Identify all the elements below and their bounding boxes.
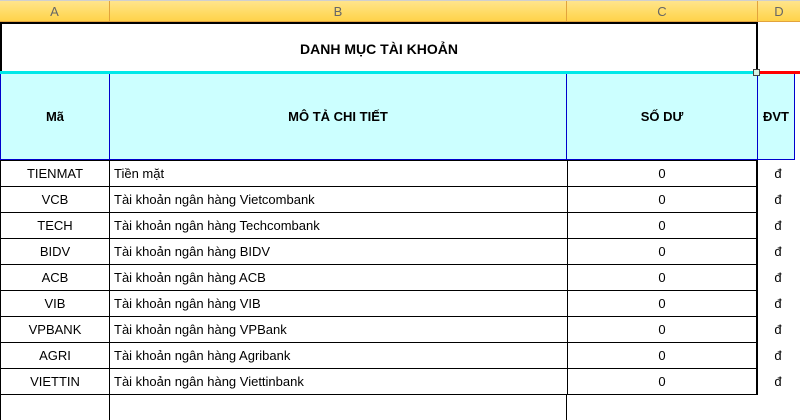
header-cell-code[interactable] xyxy=(1,74,110,159)
table-body xyxy=(0,160,758,394)
cell-balance[interactable]: 0 xyxy=(567,213,758,238)
column-header-d-label: D xyxy=(774,3,784,19)
cell-code[interactable]: VIB xyxy=(1,291,110,316)
table-row xyxy=(1,291,758,317)
red-border-line xyxy=(757,71,800,74)
table-row xyxy=(1,187,758,213)
cell-description[interactable]: Tài khoản ngân hàng Agribank xyxy=(114,348,291,363)
gridline-stub-left xyxy=(0,394,1,420)
table-row xyxy=(1,317,758,343)
cell-unit[interactable]: đ xyxy=(774,347,782,363)
cell-balance[interactable]: 0 xyxy=(567,369,758,394)
cell-unit[interactable]: đ xyxy=(774,269,782,285)
cell-description[interactable]: Tài khoản ngân hàng VPBank xyxy=(114,322,287,337)
header-cell-description[interactable] xyxy=(110,74,567,159)
table-header-row xyxy=(0,74,795,160)
cell-code[interactable]: TECH xyxy=(1,213,110,238)
header-unit-label: ĐVT xyxy=(763,109,789,124)
table-row xyxy=(1,343,758,369)
cell-code[interactable]: AGRI xyxy=(1,343,110,368)
cell-description[interactable]: Tài khoản ngân hàng ACB xyxy=(114,270,266,285)
table-row xyxy=(1,265,758,291)
gridline-stub-col-a xyxy=(109,394,110,420)
cell-unit[interactable]: đ xyxy=(774,165,782,181)
sheet-title-cell[interactable] xyxy=(0,22,758,74)
cell-code[interactable]: VIETTIN xyxy=(1,369,110,394)
header-balance-label: SỐ DƯ xyxy=(640,109,684,124)
cell-balance[interactable]: 0 xyxy=(567,343,758,368)
cell-description[interactable]: Tài khoản ngân hàng Viettinbank xyxy=(114,374,304,389)
cell-unit[interactable]: đ xyxy=(774,295,782,311)
cell-code[interactable]: BIDV xyxy=(1,239,110,264)
cell-unit[interactable]: đ xyxy=(774,191,782,207)
column-header-b[interactable] xyxy=(110,1,567,21)
column-header-c-label: C xyxy=(657,3,667,19)
cell-description[interactable]: Tiền mặt xyxy=(114,166,165,181)
cell-description[interactable]: Tài khoản ngân hàng Vietcombank xyxy=(114,192,315,207)
cell-code[interactable]: VCB xyxy=(1,187,110,212)
column-header-b-label: B xyxy=(333,3,343,19)
cell-balance[interactable]: 0 xyxy=(567,161,758,186)
header-cell-balance[interactable] xyxy=(567,74,758,159)
table-row xyxy=(1,369,758,395)
cell-unit[interactable]: đ xyxy=(774,243,782,259)
cell-balance[interactable]: 0 xyxy=(567,239,758,264)
cell-code[interactable]: TIENMAT xyxy=(1,161,110,186)
cell-unit[interactable]: đ xyxy=(774,373,782,389)
cell-unit[interactable]: đ xyxy=(774,321,782,337)
cell-description[interactable]: Tài khoản ngân hàng VIB xyxy=(114,296,261,311)
cell-unit[interactable]: đ xyxy=(774,217,782,233)
cyan-border-line xyxy=(0,71,757,74)
cell-description[interactable]: Tài khoản ngân hàng BIDV xyxy=(114,244,271,259)
column-header-a[interactable] xyxy=(0,1,110,21)
cell-balance[interactable]: 0 xyxy=(567,317,758,342)
table-row xyxy=(1,213,758,239)
cell-code[interactable]: VPBANK xyxy=(1,317,110,342)
gridline-stub-col-b xyxy=(566,394,567,420)
cell-balance[interactable]: 0 xyxy=(567,291,758,316)
column-header-strip xyxy=(0,0,800,22)
cell-description[interactable]: Tài khoản ngân hàng Techcombank xyxy=(114,218,320,233)
cell-code[interactable]: ACB xyxy=(1,265,110,290)
table-row xyxy=(1,161,758,187)
column-header-a-label: A xyxy=(50,3,59,19)
column-header-c[interactable] xyxy=(567,1,758,21)
header-code-label: Mã xyxy=(45,109,65,124)
cell-balance[interactable]: 0 xyxy=(567,187,758,212)
header-description-label: MÔ TẢ CHI TIẾT xyxy=(288,109,388,124)
unit-column xyxy=(760,160,796,394)
cell-balance[interactable]: 0 xyxy=(567,265,758,290)
sheet-title: DANH MỤC TÀI KHOẢN xyxy=(300,41,458,57)
fill-handle[interactable] xyxy=(753,69,760,76)
table-row xyxy=(1,239,758,265)
column-header-d[interactable] xyxy=(758,1,800,21)
header-cell-unit[interactable] xyxy=(758,74,794,159)
